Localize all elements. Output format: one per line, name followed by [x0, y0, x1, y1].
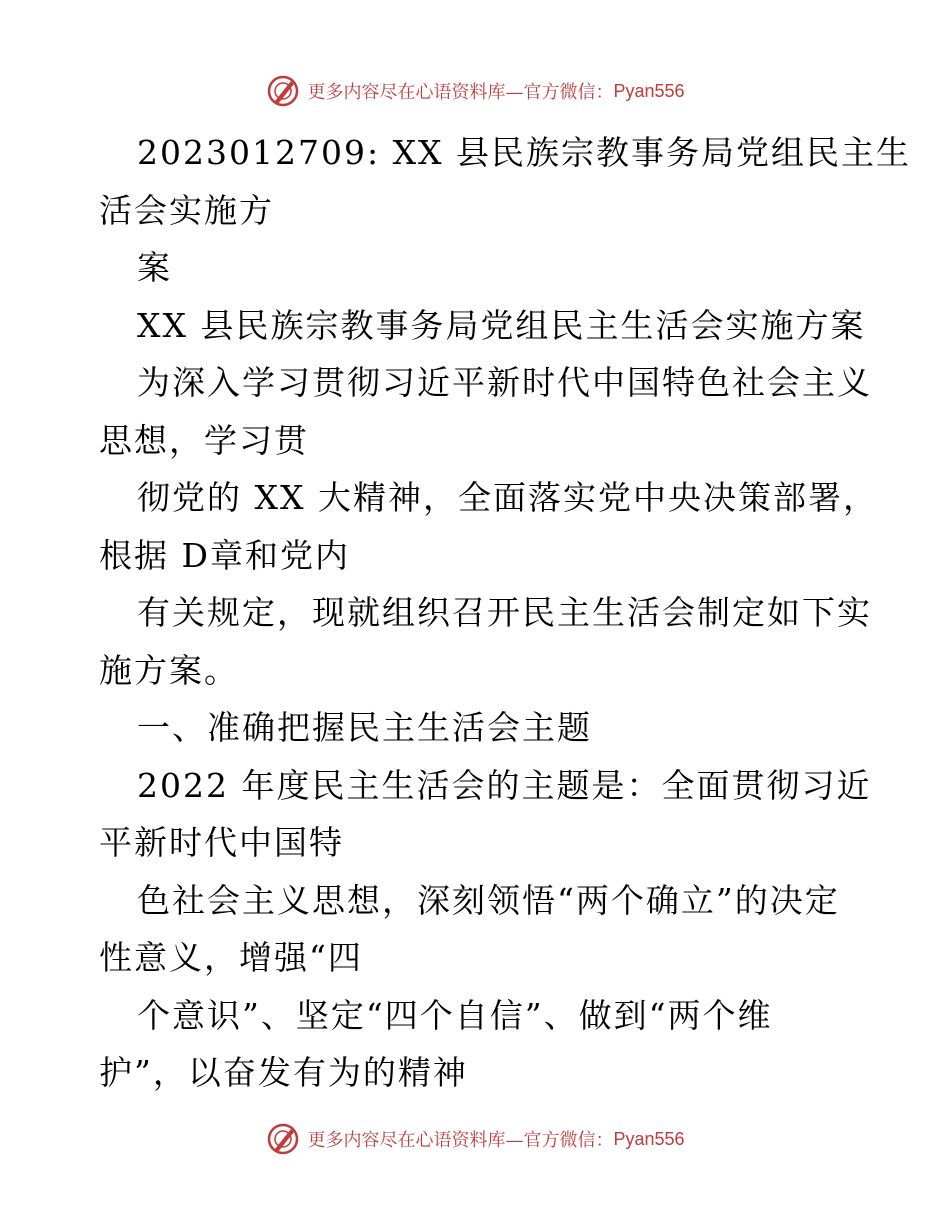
- doc-line: 2022 年度民主生活会的主题是：全面贯彻习近: [137, 765, 872, 805]
- doc-line: 根据 D章和党内: [99, 535, 350, 575]
- doc-line: 平新时代中国特: [99, 823, 344, 862]
- document-body: [99, 124, 912, 1102]
- doc-line: 色社会主义思想，深刻领悟“两个确立”的决定: [137, 880, 840, 920]
- watermark-wechat: Pyan556: [613, 80, 685, 101]
- pen-logo-icon: [265, 73, 301, 109]
- doc-line: 个意识”、坚定“四个自信”、做到“两个维: [137, 995, 773, 1035]
- pen-logo-icon: [265, 1121, 301, 1157]
- doc-line: 护”，以奋发有为的精神: [99, 1053, 468, 1092]
- doc-line: 彻党的 XX 大精神，全面落实党中央决策部署，: [137, 478, 878, 517]
- watermark-text: 更多内容尽在心语资料库—官方微信：: [307, 82, 614, 103]
- header-watermark: [0, 69, 950, 113]
- section-heading: 一、准确把握民主生活会主题: [137, 708, 592, 747]
- watermark-text: 更多内容尽在心语资料库—官方微信：: [307, 1130, 614, 1151]
- doc-line: 性意义，增强“四: [99, 938, 363, 977]
- doc-line: 活会实施方: [99, 190, 274, 230]
- doc-line: 2023012709: XX 县民族宗教事务局党组民主生: [137, 133, 912, 172]
- doc-line: 有关规定，现就组织召开民主生活会制定如下实: [137, 593, 872, 632]
- footer-watermark: [0, 1117, 950, 1161]
- doc-line: 案: [137, 248, 172, 287]
- doc-line: 施方案。: [99, 650, 239, 690]
- doc-line: 思想，学习贯: [99, 420, 309, 460]
- doc-line: 为深入学习贯彻习近平新时代中国特色社会主义: [137, 363, 872, 402]
- doc-title: XX 县民族宗教事务局党组民主生活会实施方案: [137, 305, 866, 345]
- watermark-wechat: Pyan556: [613, 1128, 685, 1149]
